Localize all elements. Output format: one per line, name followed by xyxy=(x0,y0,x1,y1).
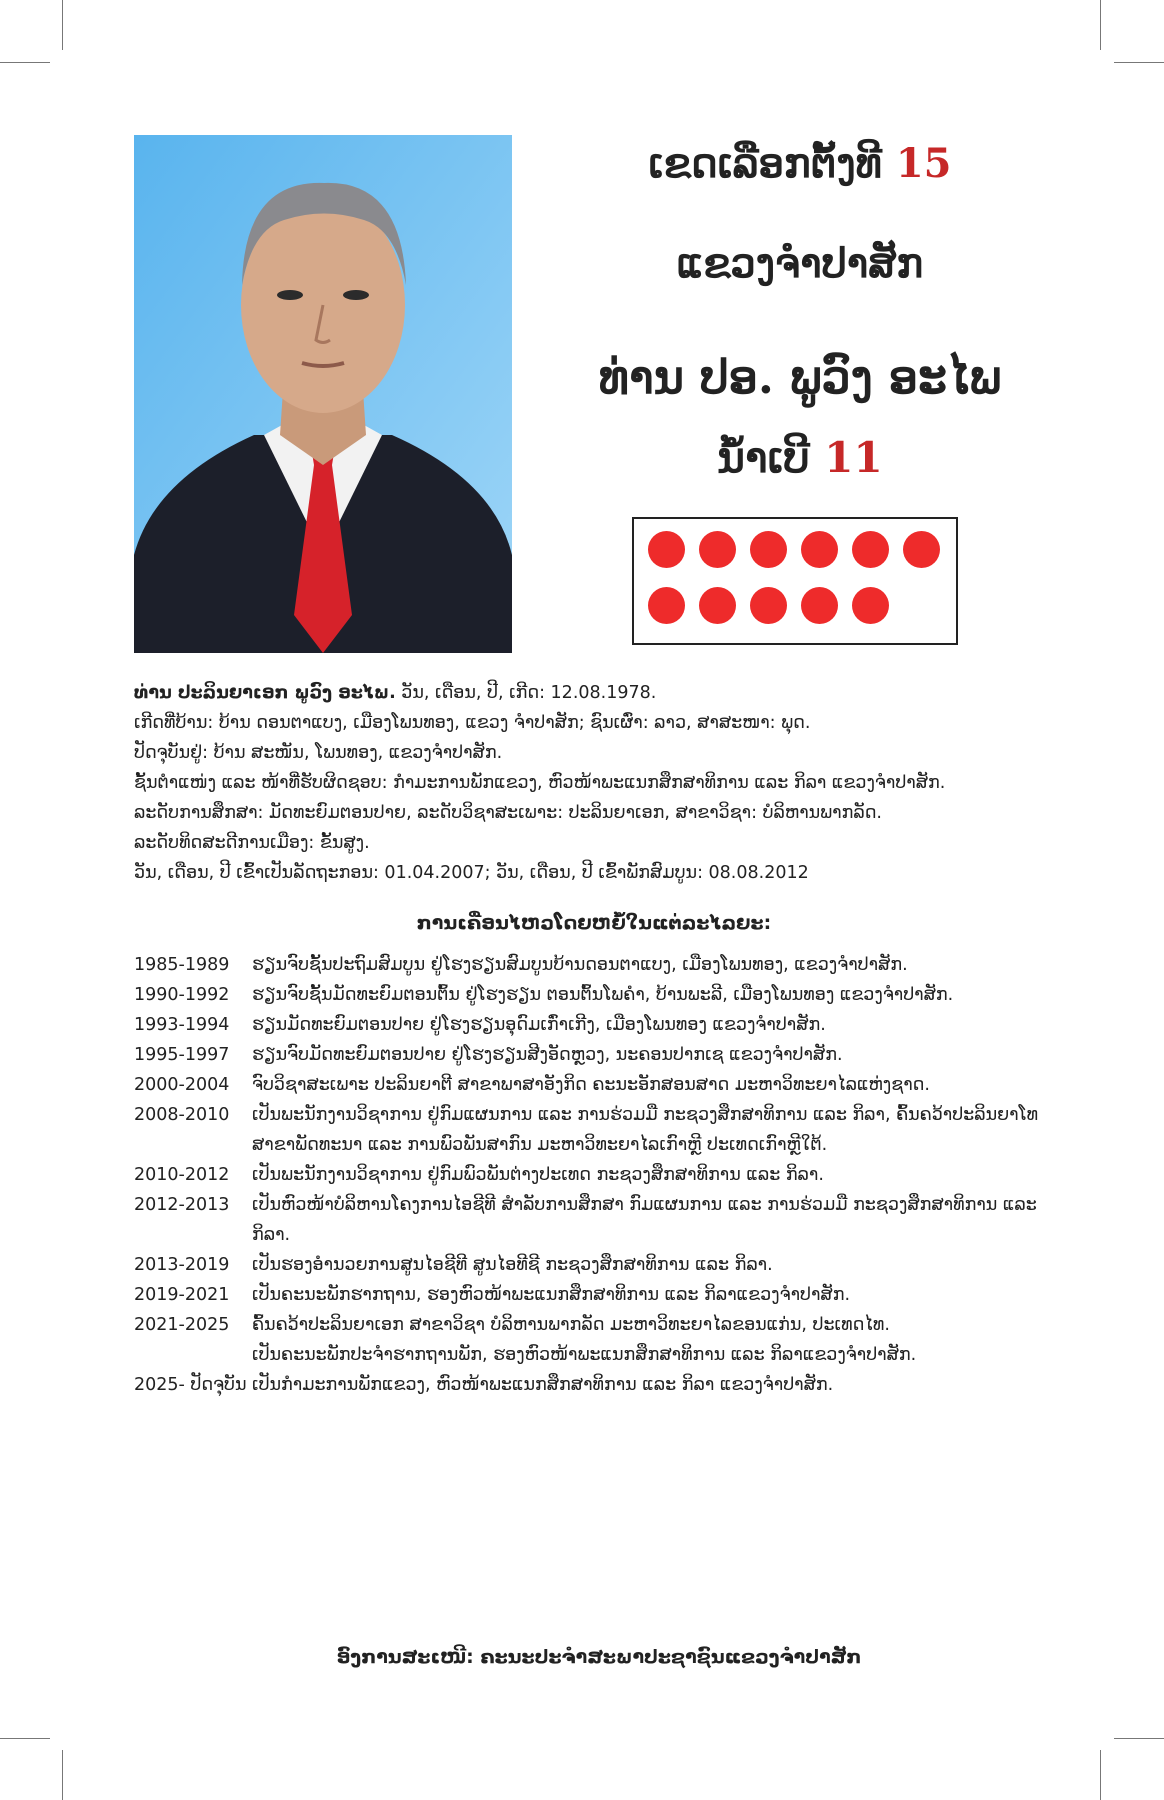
career-row xyxy=(134,980,1064,1010)
career-years: 2021-2025 xyxy=(134,1315,230,1335)
career-years: 1993-1994 xyxy=(134,1015,230,1035)
career-description: ເປັນຫົວໜ້າບໍລິຫານໂຄງການໄອຊີທີ ສຳລັບການສຶກສາ ກົມແຜນການ ແລະ ການຮ່ວມມື ກະຊວງສຶກສາທິການ ແລະ ກິລາ. xyxy=(252,1195,1037,1245)
career-description: ເປັນຄະນະພັກຮາກຖານ, ຮອງຫົວໜ້າພະແນກສຶກສາທິການ ແລະ ກິລາແຂວງຈຳປາສັກ. xyxy=(252,1285,851,1305)
career-row xyxy=(134,1100,1064,1160)
ballot-heading xyxy=(560,433,1040,482)
ballot-dot xyxy=(648,587,685,624)
career-row xyxy=(134,1340,1064,1370)
career-row xyxy=(134,1250,1064,1280)
ballot-number-dots xyxy=(632,517,958,645)
career-years: 1990-1992 xyxy=(134,985,230,1005)
crop-mark xyxy=(1100,1750,1101,1800)
crop-mark xyxy=(62,0,63,50)
career-row xyxy=(134,1010,1064,1040)
career-row xyxy=(134,1040,1064,1070)
career-row xyxy=(134,1310,1064,1340)
ballot-dot xyxy=(699,587,736,624)
ballot-label: ນ້ຳເບີ xyxy=(717,433,810,482)
career-years: 1985-1989 xyxy=(134,955,230,975)
career-row xyxy=(134,1280,1064,1310)
career-description: ຮຽນມັດທະຍົມຕອນປາຍ ຢູ່ໂຮງຮຽນອຸດົມເກົ່າເກີງ, ເມືອງໂພນທອງ ແຂວງຈຳປາສັກ. xyxy=(252,1015,826,1035)
ballot-number: 11 xyxy=(824,433,883,482)
career-description: ຮຽນຈົບມັດທະຍົມຕອນປາຍ ຢູ່ໂຮງຮຽນສີງອັດຫຼວງ, ນະຄອນປາກເຊ ແຂວງຈຳປາສັກ. xyxy=(252,1045,843,1065)
ballot-dot xyxy=(852,531,889,568)
career-description: ຮຽນຈົບຊັ້ນປະຖົມສົມບູນ ຢູ່ໂຮງຮຽນສົມບູນບ້ານດອນຕາແບງ, ເມືອງໂພນທອງ, ແຂວງຈຳປາສັກ. xyxy=(252,955,908,975)
ballot-dot xyxy=(852,587,889,624)
career-years: 2019-2021 xyxy=(134,1285,230,1305)
career-description: ຈົບວິຊາສະເພາະ ປະລິນຍາຕີ ສາຂາພາສາອັງກິດ ຄະນະອັກສອນສາດ ມະຫາວິທະຍາໄລແຫ່ງຊາດ. xyxy=(252,1075,930,1095)
ballot-dot xyxy=(750,587,787,624)
info-line-birthplace: ເກີດທີ່ບ້ານ: ບ້ານ ດອນຕາແບງ, ເມືອງໂພນທອງ, ແຂວງ ຈຳປາສັກ; ຊົນເຜົ່າ: ລາວ, ສາສະໜາ: ພຸດ. xyxy=(134,713,811,733)
career-description: ຮຽນຈົບຊັ້ນມັດທະຍົມຕອນຕົ້ນ ຢູ່ໂຮງຮຽນ ຕອນຕົ້ນໂພຄຳ, ບ້ານພະລີ, ເມືອງໂພນທອງ ແຂວງຈຳປາສັກ. xyxy=(252,985,954,1005)
career-row xyxy=(134,1190,1064,1250)
constituency-number: 15 xyxy=(895,140,952,187)
ballot-dot xyxy=(903,531,940,568)
career-title: ການເຄື່ອນໄຫວໂດຍຫຍໍ້ໃນແຕ່ລະໄລຍະ: xyxy=(416,912,772,934)
constituency-heading xyxy=(560,140,1040,187)
info-line-name xyxy=(134,678,1054,708)
info-line-political-theory: ລະດັບທິດສະດີການເມືອງ: ຂັ້ນສູງ. xyxy=(134,833,370,853)
career-description: ເປັນຮອງອຳນວຍການສູນໄອຊີທີ ສູນໄອທີຊີ ກະຊວງສຶກສາທິການ ແລະ ກິລາ. xyxy=(252,1255,773,1275)
career-years: 2008-2010 xyxy=(134,1105,230,1125)
crop-mark xyxy=(0,1738,50,1739)
info-line-address: ປັດຈຸບັນຢູ່: ບ້ານ ສະໜັນ, ໂພນທອງ, ແຂວງຈຳປາສັກ. xyxy=(134,743,503,763)
career-description: ເປັນພະນັກງານວິຊາການ ຢູ່ກົມແຜນການ ແລະ ການຮ່ວມມື ກະຊວງສຶກສາທິການ ແລະ ກິລາ, ຄົ້ນຄວ້າປະລິນຍາໂທ ສາຂາພັດທະນາ ແລະ ການພົວພັນສາກົນ ມະຫາວິທະຍາໄລເກົາຫຼີ ປະເທດເກົາຫຼີໃຕ້. xyxy=(252,1105,1039,1155)
ballot-dot xyxy=(648,531,685,568)
career-description: ເປັນກຳມະການພັກແຂວງ, ຫົວໜ້າພະແນກສຶກສາທິການ ແລະ ກິລາ ແຂວງຈຳປາສັກ. xyxy=(252,1375,834,1395)
info-name: ທ່ານ ປະລິນຍາເອກ ພູວົງ ອະໄພ. xyxy=(134,683,396,703)
career-description: ເປັນຄະນະພັກປະຈຳຮາກຖານພັກ, ຮອງຫົວໜ້າພະແນກສຶກສາທິການ ແລະ ກິລາແຂວງຈຳປາສັກ. xyxy=(252,1345,917,1365)
career-description: ຄົ້ນຄວ້າປະລິນຍາເອກ ສາຂາວິຊາ ບໍລິຫານພາກລັດ ມະຫາວິທະຍາໄລຂອນແກ່ນ, ປະເທດໄທ. xyxy=(252,1315,890,1335)
constituency-label: ເຂດເລືອກຕັ້ງທີ xyxy=(648,140,882,187)
crop-mark xyxy=(0,62,50,63)
career-list xyxy=(134,950,1064,1400)
ballot-dot xyxy=(801,587,838,624)
candidate-name: ທ່ານ ປອ. ພູວົງ ອະໄພ xyxy=(598,350,1002,404)
info-line-position: ຊັ້ນຕຳແໜ່ງ ແລະ ໜ້າທີ່ຮັບຜິດຊອບ: ກຳມະການພັກແຂວງ, ຫົວໜ້າພະແນກສຶກສາທິການ ແລະ ກິລາ ແຂວງຈຳປາສັກ. xyxy=(134,773,946,793)
crop-mark xyxy=(1114,62,1164,63)
career-years: 2013-2019 xyxy=(134,1255,230,1275)
proposing-organization: ອົງການສະເໜີ: ຄະນະປະຈຳສະພາປະຊາຊົນແຂວງຈຳປາສັກ xyxy=(336,1646,862,1668)
career-row xyxy=(134,1160,1064,1190)
candidate-photo xyxy=(134,135,512,653)
portrait-icon xyxy=(134,135,512,653)
career-years: 2010-2012 xyxy=(134,1165,230,1185)
crop-mark xyxy=(1100,0,1101,50)
career-row xyxy=(134,950,1064,980)
ballot-dot xyxy=(801,531,838,568)
candidate-info xyxy=(134,678,1054,888)
ballot-dot xyxy=(699,531,736,568)
career-row xyxy=(134,1370,1064,1400)
info-line-dates: ວັນ, ເດືອນ, ປີ ເຂົ້າເປັນລັດຖະກອນ: 01.04.2007; ວັນ, ເດືອນ, ປີ ເຂົ້າພັກສົມບູນ: 08.08.2012 xyxy=(134,863,809,883)
crop-mark xyxy=(1114,1738,1164,1739)
career-years: 2025- ປັດຈຸບັນ xyxy=(134,1375,247,1395)
career-years: 2012-2013 xyxy=(134,1195,230,1215)
career-years: 1995-1997 xyxy=(134,1045,230,1065)
career-description: ເປັນພະນັກງານວິຊາການ ຢູ່ກົມພົວພັນຕ່າງປະເທດ ກະຊວງສຶກສາທິການ ແລະ ກິລາ. xyxy=(252,1165,824,1185)
province-heading: ແຂວງຈຳປາສັກ xyxy=(676,240,924,287)
info-line-education: ລະດັບການສຶກສາ: ມັດທະຍົມຕອນປາຍ, ລະດັບວິຊາສະເພາະ: ປະລິນຍາເອກ, ສາຂາວິຊາ: ບໍລິຫານພາກລັດ. xyxy=(134,803,882,823)
ballot-dot xyxy=(750,531,787,568)
info-dob: ວັນ, ເດືອນ, ປີ, ເກີດ: 12.08.1978. xyxy=(395,683,657,703)
career-years: 2000-2004 xyxy=(134,1075,230,1095)
career-row xyxy=(134,1070,1064,1100)
career-years xyxy=(134,1340,252,1370)
crop-mark xyxy=(62,1750,63,1800)
